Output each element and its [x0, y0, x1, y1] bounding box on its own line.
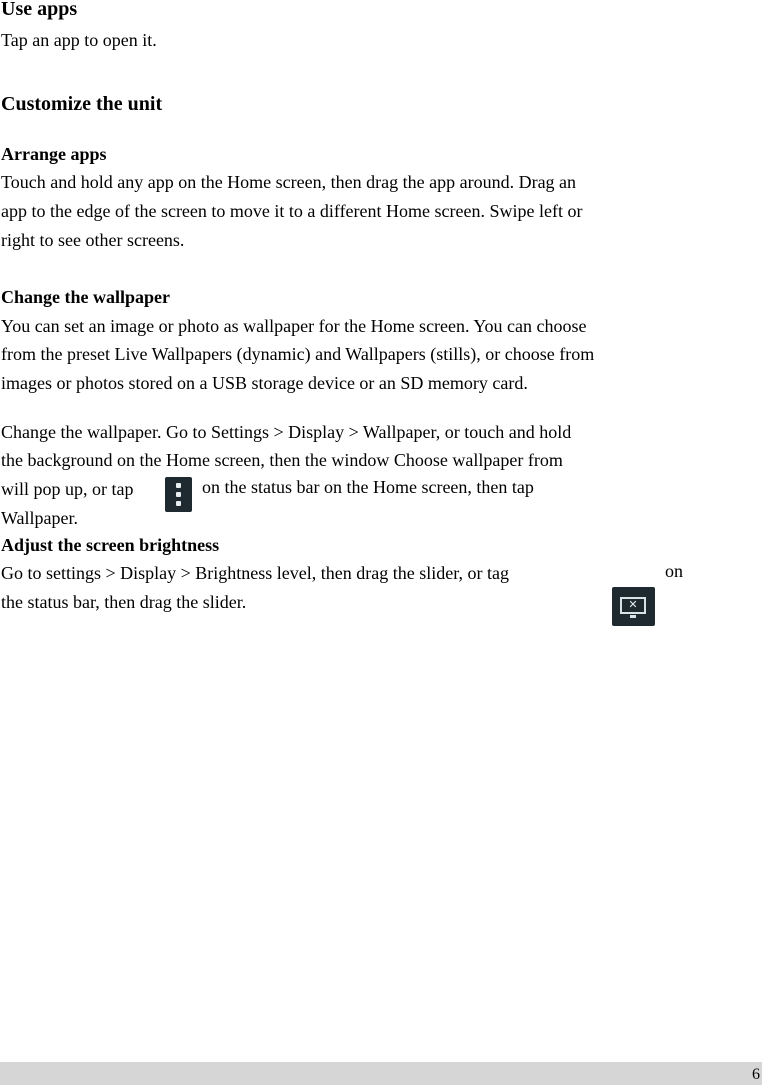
customize-heading: Customize the unit [1, 93, 163, 115]
page-footer [0, 1062, 762, 1085]
brightness-line: on [665, 561, 683, 581]
arrange-apps-line: right to see other screens. [1, 230, 185, 250]
arrange-apps-line: app to the edge of the screen to move it to a different Home screen. Swipe left or [1, 201, 583, 221]
wallpaper-line: from the preset Live Wallpapers (dynamic) and Wallpapers (stills), or choose from [1, 344, 595, 364]
wallpaper-para2-line: the background on the Home screen, then the window Choose wallpaper from [1, 450, 563, 470]
use-apps-heading: Use apps [1, 0, 78, 20]
wallpaper-para2-line: on the status bar on the Home screen, then tap [202, 477, 534, 497]
more-vertical-icon [165, 477, 192, 512]
brightness-line: the status bar, then drag the slider. [1, 592, 247, 612]
wallpaper-para2-line: will pop up, or tap [1, 479, 134, 499]
brightness-line: Go to settings > Display > Brightness level, then drag the slider, or tag [1, 563, 509, 583]
wallpaper-line: You can set an image or photo as wallpaper for the Home screen. You can choose [1, 316, 587, 336]
arrange-apps-heading: Arrange apps [1, 144, 107, 164]
wallpaper-para2-line: Wallpaper. [1, 508, 79, 528]
use-apps-text: Tap an app to open it. [1, 30, 157, 50]
display-icon: ✕ [612, 587, 655, 626]
wallpaper-heading: Change the wallpaper [1, 287, 171, 307]
brightness-heading: Adjust the screen brightness [1, 535, 220, 555]
wallpaper-line: images or photos stored on a USB storage device or an SD memory card. [1, 373, 528, 393]
page-number: 6 [752, 1066, 760, 1083]
wallpaper-para2-line: Change the wallpaper. Go to Settings > Display > Wallpaper, or touch and hold [1, 422, 572, 442]
arrange-apps-line: Touch and hold any app on the Home screen, then drag the app around. Drag an [1, 172, 577, 192]
